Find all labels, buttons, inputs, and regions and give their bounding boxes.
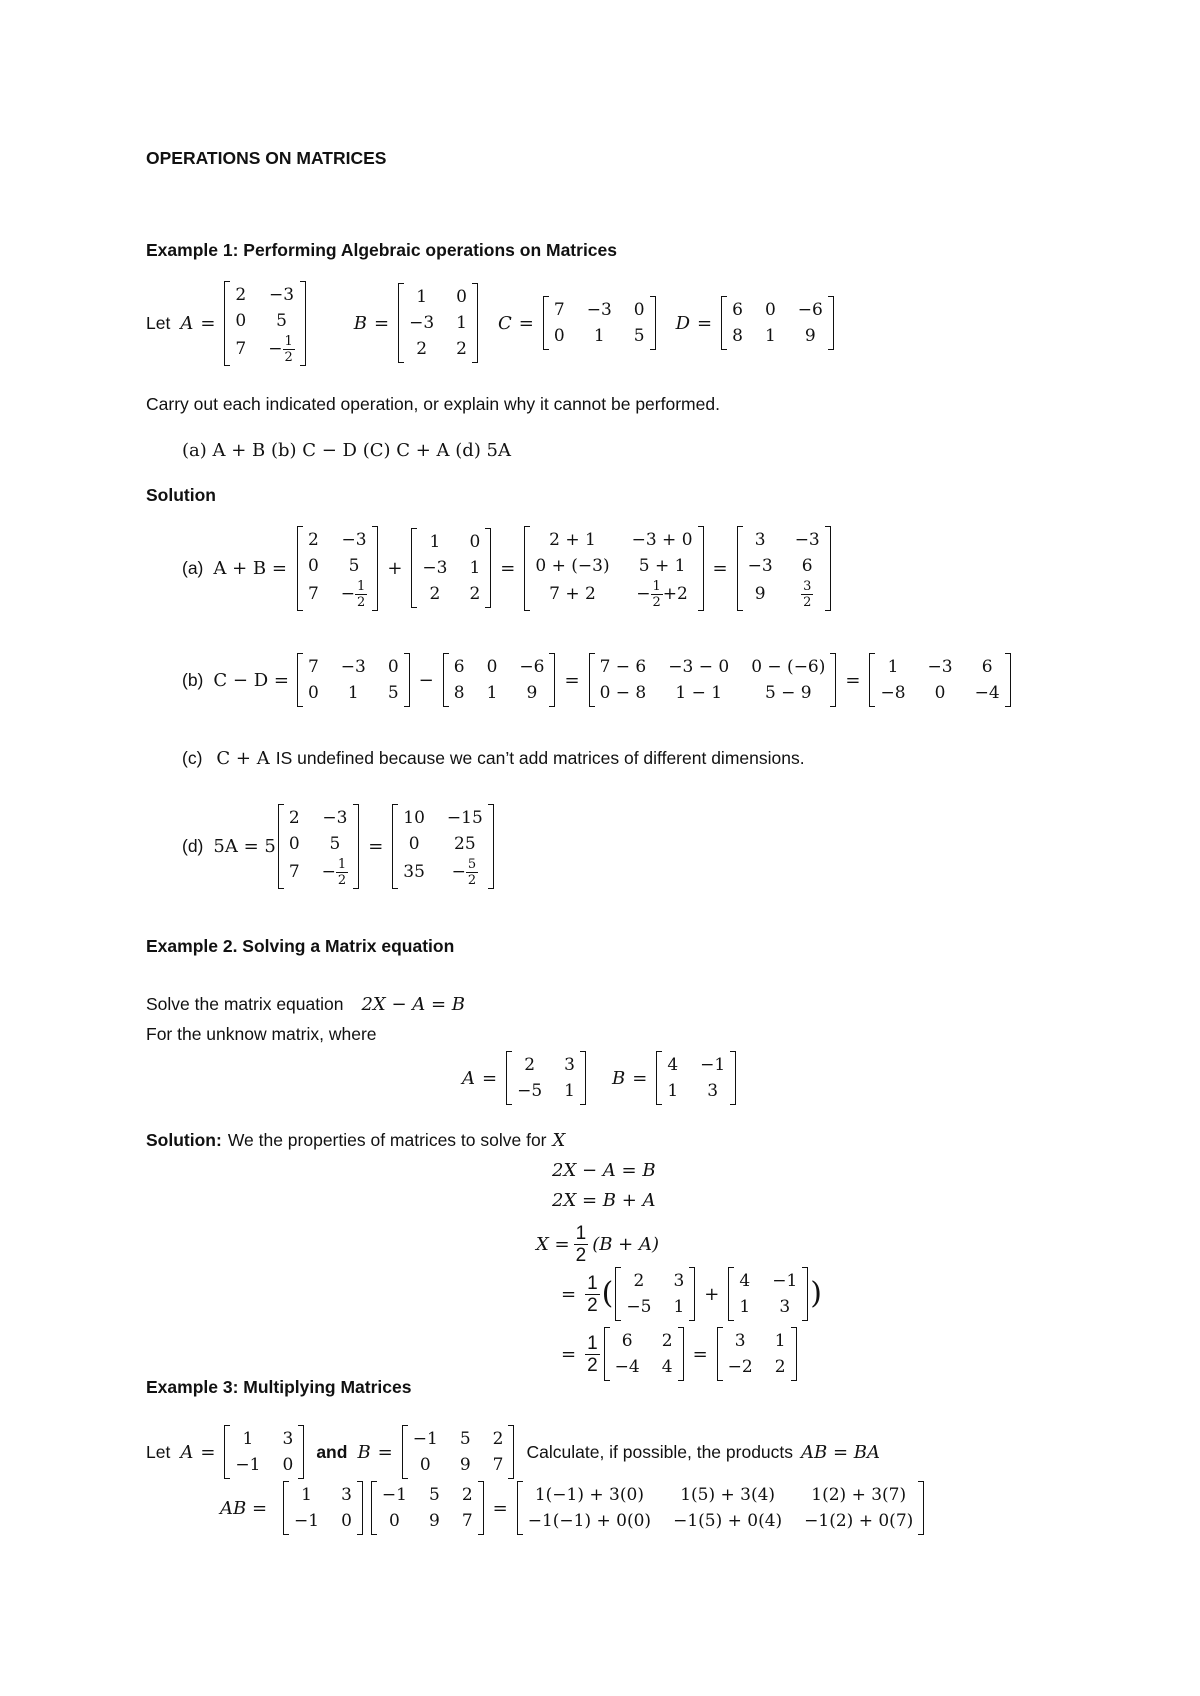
matrix-cell: 0 [408,833,420,854]
ex2-matrix-a [506,1051,586,1105]
matrix-grid [549,296,650,350]
part-c-text: IS undefined because we can’t add matrices of different dimensions. [275,748,805,768]
matrix-a [224,281,305,366]
matrix-cell: 2 [235,284,247,305]
matrix-cell: 6 [981,657,993,677]
ex2-statement [146,994,465,1015]
matrix-grid [734,1267,802,1321]
ex3-ab-expanded-matrix [517,1481,925,1535]
matrix-cell: 2 [416,339,428,359]
matrix-cell: −3 [927,657,953,677]
matrix-cell: 0 [456,287,467,307]
matrix-cell: 5 [428,1485,440,1505]
matrix-grid [303,526,372,611]
matrix-c [543,296,656,350]
right-bracket [353,804,359,889]
matrix-cell: 1 [429,532,441,552]
matrix-cell: −3 [747,555,773,576]
matrix-cell: 4 [661,1357,673,1377]
matrix-cell: 7 [235,339,247,359]
matrix-cell: 1 [486,683,498,703]
matrix-cell: −3 [322,807,348,828]
matrix-grid [530,526,697,611]
matrix-cell: 1 [242,1429,254,1449]
matrix-grid [230,281,299,366]
ex3-product-ab: AB = 1 3 −1 0 −1 5 2 0 9 7 = 1(−1) + 3(0) 1(5) + 3(4) 1(2) + 3(7) −1(−1) + 0(0) −1(5) + 0(4) −1(2) + 0(7) [220,1480,926,1536]
matrix-grid [595,653,831,707]
matrix-cell: 0 [341,1511,352,1531]
matrix-cell: − $\frac{1}{2}$ [321,856,347,888]
ex2-half-fraction-2: $\frac{1}{2}$ [587,1272,598,1316]
matrix-cell: 2 [429,584,441,604]
right-bracket [549,653,555,707]
matrix-cell: 2 [774,1357,786,1377]
matrix-cell: 1 [887,657,899,677]
right-bracket [830,653,836,707]
matrix-cell: 9 [526,683,538,703]
matrix-cell: −3 [586,300,612,320]
matrix-cell: −3 [409,313,435,333]
matrix-cell: 0 [307,555,319,576]
matrix-cell: −5 [626,1297,652,1317]
right-bracket [488,804,494,889]
matrix-cell: −2 [727,1357,753,1377]
a-matrix-b [411,528,491,608]
matrix-cell: −6 [519,657,545,677]
matrix-cell: 0 − 8 [599,683,647,703]
matrix-cell: −3 [794,529,820,550]
right-bracket [372,526,378,611]
matrix-cell: 5 [633,326,645,346]
ex2-given-matrices: A = 2 3 −5 1 B = 4 −1 1 3 [462,1050,738,1106]
solution-c [182,748,805,769]
part-a-label: (a) [182,557,204,578]
part-a-lhs: A + B = [213,557,287,579]
matrix-cell: −1(2) + 0(7) [804,1511,914,1531]
ex2-solution-label: Solution: [146,1130,222,1150]
ex2-solution-line [146,1130,565,1151]
right-bracket [825,526,831,611]
ex2-step2: 2X = B + A [552,1190,656,1211]
matrix-a-name: A [180,312,194,334]
a-result-matrix [737,526,831,611]
ex2-step3-rhs: (B + A) [592,1233,659,1255]
solution-label: Solution [146,485,216,505]
matrix-grid [230,1425,298,1479]
matrix-cell: − $\frac{5}{2}$ [451,856,477,888]
matrix-cell: 1 [347,683,359,703]
solution-b: (b) C − D = 7 −3 0 0 1 5 − 6 0 −6 8 1 9 = 7 − 6 −3 − 0 0 − (−6) 0 − 8 1 − 1 5 − 9 = 1 −3 6 −8 0 −4 [182,652,1013,708]
matrix-cell: −8 [880,683,906,703]
matrix-cell: −3 [268,284,295,305]
ex2-step4-matrix-b [728,1267,808,1321]
ex2-equation: 2X − A = B [361,994,466,1015]
matrix-cell: −4 [614,1357,640,1377]
ex3-matrix-a [224,1425,304,1479]
right-bracket [791,1327,797,1381]
ex3-matrix-b [402,1425,515,1479]
matrix-cell: −1(5) + 0(4) [673,1511,783,1531]
ex2-step5: = $\frac{1}{2}$ 6 2 −4 4 = 3 1 −2 2 [554,1326,799,1382]
ex2-line1: Solve the matrix equation [146,994,344,1014]
matrix-b-name: B [353,312,368,334]
matrix-cell: 0 [469,532,481,552]
matrix-cell: 7 [553,300,565,320]
ex2-half-fraction-3: $\frac{1}{2}$ [587,1332,598,1376]
right-bracket [1005,653,1011,707]
matrix-cell: −15 [446,807,483,828]
matrix-cell: 3 [707,1081,719,1101]
matrix-cell: 1(−1) + 3(0) [534,1485,644,1505]
matrix-cell: $\frac{3}{2}$ [803,578,812,610]
matrix-cell: − $\frac{1}{2}$ +2 [636,578,688,610]
ex2-line2: For the unknow matrix, where [146,1024,377,1044]
matrix-cell: 0 [387,657,399,677]
ex3-ab-matrix-b [371,1481,484,1535]
matrix-cell: 1 [456,313,467,333]
matrix-grid [289,1481,357,1535]
matrix-cell: 9 [754,584,766,604]
matrix-cell: 6 [732,300,743,320]
matrix-cell: 5 [329,833,341,854]
ex2-solution-var: X [552,1130,566,1151]
part-b-lhs: C − D = [213,669,289,691]
matrix-cell: 1 [667,1081,679,1101]
right-bracket [357,1481,363,1535]
d-matrix-a [278,804,359,889]
matrix-cell: 2 [661,1331,673,1351]
matrix-cell: 1 [673,1297,685,1317]
matrix-cell: 7 [288,862,300,882]
matrix-cell: 3 [341,1485,352,1505]
matrix-grid [512,1051,580,1105]
ex3-definitions: Let A = 1 3 −1 0 and B = −1 5 2 0 9 7 Calculate, if possible, the products AB = BA [146,1424,880,1480]
matrix-cell: 1 [416,287,428,307]
let-label: Let [146,312,171,333]
right-bracket [300,281,306,366]
page-title: OPERATIONS ON MATRICES [146,148,387,168]
ex2-matrix-b [656,1051,736,1105]
ex2-step4-matrix-a [615,1267,695,1321]
matrix-d-name: D [675,312,691,334]
matrix-cell: 3 [673,1271,685,1291]
right-bracket [650,296,656,350]
matrix-cell: 6 [801,555,813,576]
matrix-cell: 0 + (−3) [535,555,610,576]
matrix-cell: −1 [700,1055,726,1075]
matrix-definitions: Let A = 2 −3 0 5 7 − $\frac{1}{2}$ B = 1 0 −3 1 2 2 C = 7 −3 0 0 1 5 D = 6 0 −6 8 1 9 [146,283,836,363]
part-c-label: (c) [182,748,203,768]
matrix-cell: 0 [389,1511,400,1531]
matrix-cell: 1 [593,326,605,346]
matrix-cell: 2 [524,1055,536,1075]
example-3-heading: Example 3: Multiplying Matrices [146,1377,412,1397]
ex2-step4: = $\frac{1}{2}$ ( 2 3 −5 1 + 4 −1 1 3 ) [554,1266,822,1322]
instruction-text: Carry out each indicated operation, or explain why it cannot be performed. [146,394,720,414]
matrix-cell: 1(5) + 3(4) [680,1485,776,1505]
matrix-cell: 1(2) + 3(7) [811,1485,907,1505]
matrix-cell: 0 [419,1455,431,1475]
matrix-cell: −1 [294,1511,320,1531]
matrix-cell: 0 [934,683,946,703]
matrix-cell: 0 [633,300,645,320]
matrix-cell: 10 [403,807,425,828]
ex3-products: AB = BA [801,1441,881,1463]
matrix-cell: 0 [553,326,565,346]
ex2-half-fraction: $\frac{1}{2}$ [575,1222,587,1266]
matrix-cell: 1 [469,558,481,578]
matrix-cell: 0 [307,683,319,703]
matrix-cell: −4 [974,683,1000,703]
matrix-cell: 35 [403,862,425,882]
matrix-cell: 2 [288,807,300,828]
matrix-cell: −3 [340,657,366,677]
matrix-cell: 1 [774,1331,786,1351]
matrix-cell: 5 − 9 [764,683,812,703]
matrix-cell: −1(−1) + 0(0) [527,1511,652,1531]
matrix-grid [723,1327,791,1381]
matrix-grid [303,653,404,707]
matrix-grid [284,804,353,889]
part-d-lhs: 5A = 5 [213,835,276,857]
matrix-cell: −3 + 0 [631,529,693,550]
matrix-cell: − $\frac{1}{2}$ [268,333,293,365]
matrix-cell: 2 + 1 [549,529,596,550]
matrix-cell: 8 [732,326,743,346]
right-bracket [698,526,704,611]
matrix-cell: 7 [492,1455,504,1475]
matrix-cell: 9 [804,326,816,346]
right-bracket [802,1267,808,1321]
matrix-cell: 3 [734,1331,746,1351]
matrix-cell: 0 [764,300,776,320]
matrix-cell: 9 [459,1455,471,1475]
matrix-cell: 7 + 2 [549,584,596,604]
matrix-cell: 7 − 6 [599,657,647,677]
ex2-step3-lhs: X = [536,1233,570,1255]
right-bracket [828,296,834,350]
b-diff-matrix [589,653,837,707]
matrix-c-name: C [498,312,512,334]
matrix-cell: 5 [459,1429,471,1449]
example-2-heading: Example 2. Solving a Matrix equation [146,936,455,956]
matrix-cell: 1 [764,326,776,346]
matrix-cell: 25 [454,833,476,854]
matrix-grid [398,804,488,889]
matrix-cell: −5 [517,1081,543,1101]
part-b-label: (b) [182,669,204,690]
matrix-cell: 6 [453,657,465,677]
part-c-lhs: C + A [216,748,270,769]
a-sum-matrix [524,526,703,611]
matrix-cell: − $\frac{1}{2}$ [340,578,366,610]
right-bracket [678,1327,684,1381]
matrix-cell: −3 − 0 [668,657,730,677]
d-result-matrix [392,804,494,889]
matrix-cell: −1 [412,1429,438,1449]
matrix-d [721,296,834,350]
right-bracket [485,528,491,608]
matrix-grid [621,1267,689,1321]
matrix-cell: 2 [461,1485,473,1505]
ex3-calc-text: Calculate, if possible, the products [526,1441,794,1462]
ex2-step5-result-matrix [717,1327,797,1381]
ex2-step3 [536,1220,659,1268]
matrix-grid [449,653,550,707]
ex3-and: and [316,1441,348,1462]
matrix-grid [523,1481,919,1535]
matrix-cell: 3 [754,529,766,550]
right-bracket [918,1481,924,1535]
matrix-cell: 0 [282,1455,294,1475]
matrix-cell: 4 [739,1271,751,1291]
matrix-cell: 5 + 1 [638,555,686,576]
ex3-ab-lhs: AB = [220,1497,268,1519]
matrix-cell: 5 [276,310,287,331]
matrix-grid [377,1481,478,1535]
matrix-cell: 3 [779,1297,791,1317]
b-result-matrix [869,653,1010,707]
matrix-cell: 0 [288,833,300,854]
matrix-cell: −1 [235,1455,261,1475]
solution-d: (d) 5A = 5 2 −3 0 5 7 − $\frac{1}{2}$ = 10 −15 0 25 35 − $\frac{5}{2}$ [182,805,496,887]
matrix-grid [743,526,825,611]
matrix-cell: 5 [348,555,360,576]
matrix-grid [610,1327,678,1381]
right-bracket [508,1425,514,1479]
matrix-cell: 9 [428,1511,440,1531]
matrix-cell: 2 [456,339,467,359]
matrix-cell: 3 [282,1429,294,1449]
matrix-cell: 7 [461,1511,473,1531]
matrix-cell: 0 − (−6) [751,657,826,677]
matrix-cell: 1 [739,1297,751,1317]
right-bracket [580,1051,586,1105]
ex3-let-label: Let [146,1441,171,1462]
example-1-heading: Example 1: Performing Algebraic operations on Matrices [146,240,618,260]
matrix-grid [404,283,472,363]
ex2-solution-text: We the properties of matrices to solve for [227,1130,547,1150]
part-d-label: (d) [182,835,204,856]
matrix-b [398,283,478,363]
matrix-cell: 0 [235,310,247,331]
matrix-cell: 2 [633,1271,645,1291]
matrix-cell: 0 [486,657,498,677]
right-bracket [472,283,478,363]
matrix-grid [417,528,485,608]
matrix-cell: 1 − 1 [675,683,723,703]
matrix-cell: 8 [453,683,465,703]
b-matrix-c [297,653,410,707]
matrix-cell: 7 [307,584,319,604]
right-bracket [404,653,410,707]
solution-a: (a) A + B = 2 −3 0 5 7 − $\frac{1}{2}$ + 1 0 −3 1 2 2 = 2 + 1 −3 + 0 0 + (−3) 5 + 1 7 + 2 − $\frac{1}{2}$ +2 = 3 −3 −3 6 9 $\frac{3}{2}$ [182,527,833,609]
ex2-step5-sum-matrix [604,1327,684,1381]
ex3-ab-matrix-a [283,1481,363,1535]
ex2-step1: 2X − A = B [552,1160,656,1181]
operations-list: (a) A + B (b) C − D (C) C + A (d) 5A [182,440,512,461]
b-matrix-d [443,653,556,707]
matrix-cell: 4 [667,1055,679,1075]
right-bracket [689,1267,695,1321]
matrix-grid [662,1051,730,1105]
matrix-cell: 5 [387,683,399,703]
matrix-cell: 6 [621,1331,633,1351]
matrix-cell: −3 [422,558,448,578]
matrix-cell: 1 [564,1081,575,1101]
matrix-cell: 2 [492,1429,504,1449]
matrix-cell: 3 [564,1055,575,1075]
right-bracket [478,1481,484,1535]
matrix-cell: −1 [772,1271,798,1291]
right-bracket [730,1051,736,1105]
matrix-cell: −3 [341,529,367,550]
matrix-cell: 7 [307,657,319,677]
matrix-cell: −6 [797,300,823,320]
matrix-cell: 2 [307,529,319,550]
matrix-cell: −1 [381,1485,407,1505]
matrix-grid [727,296,828,350]
right-bracket [298,1425,304,1479]
matrix-cell: 2 [469,584,481,604]
matrix-grid [875,653,1004,707]
matrix-cell: 1 [301,1485,312,1505]
a-matrix-a [297,526,378,611]
matrix-grid [408,1425,509,1479]
